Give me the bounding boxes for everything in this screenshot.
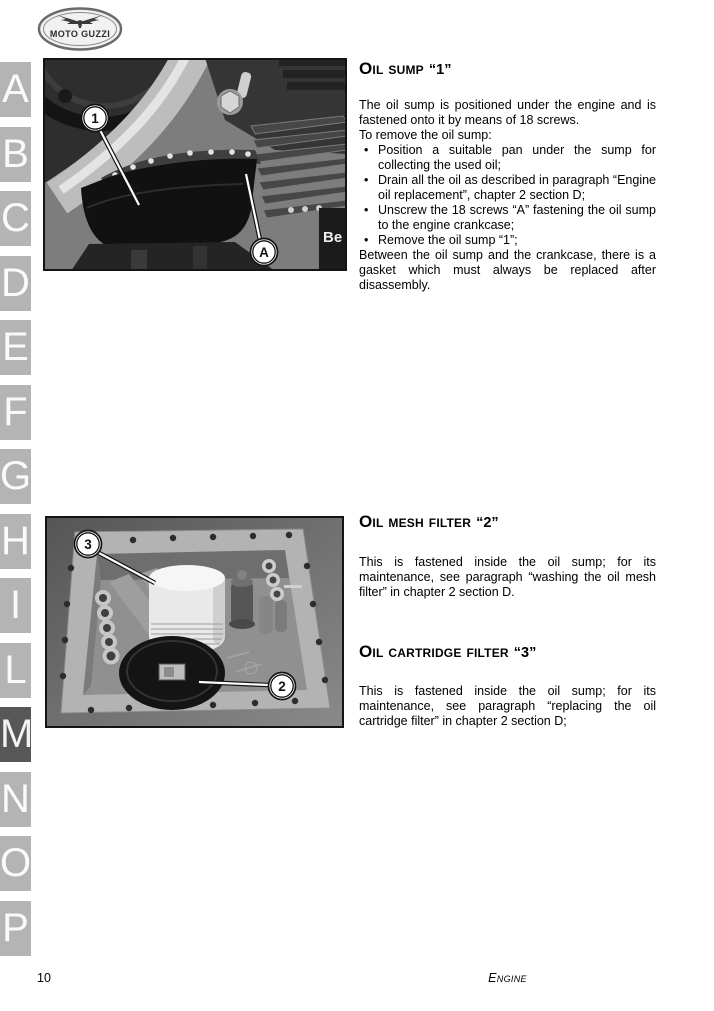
sidebar-tab-e: E [0,320,31,375]
sidebar [0,62,34,956]
fig2-mesh-filter [119,636,225,710]
oil-sump-step: • Unscrew the 18 screws “A” fastening the oil sump to the engine crankcase; [359,203,656,233]
oil-cartridge-filter-text: This is fastened inside the oil sump; for its maintenance, see paragraph “replacing the oil cartridge filter” in chapter 2 section D; [359,684,656,728]
figure-oil-sump-interior-photo [45,516,344,728]
sidebar-tab-f: F [0,385,31,440]
oil-cartridge-filter-title-text: Oil cartridge filter [359,642,509,661]
oil-sump-step: • Drain all the oil as described in paragraph “Engine oil replacement”, chapter 2 section D; [359,173,656,203]
fig1-callout-A-label: A [259,245,269,260]
fig2-callout-3-label: 3 [84,537,92,552]
oil-cartridge-filter-title [359,643,656,662]
oil-sump-title-ref: “1” [428,62,452,78]
sidebar-tab-i: I [0,578,31,633]
sidebar-tab-p: P [0,901,31,956]
logo-brand-text: MOTO GUZZI [49,29,111,39]
oil-sump-lead-in: To remove the oil sump: [359,128,492,142]
oil-mesh-filter-title-text: Oil mesh filter [359,512,472,531]
oil-mesh-filter-title-ref: “2” [476,515,499,531]
oil-cartridge-filter-body [359,684,656,729]
fig1-background-sign-text: Be [323,229,343,246]
footer-section-name: Engine [488,971,527,985]
oil-sump-intro: The oil sump is positioned under the engine and is fastened onto it by means of 18 screws. [359,98,656,127]
oil-cartridge-filter-title-ref: “3” [513,645,537,661]
sidebar-tab-h: H [0,514,31,569]
oil-sump-body [359,98,656,293]
sidebar-tab-l: L [0,643,31,698]
oil-sump-step: • Remove the oil sump “1”; [359,233,656,248]
sidebar-tab-m-active: M [0,707,31,762]
fig1-callout-1-label: 1 [91,111,99,126]
oil-sump-step: • Position a suitable pan under the sump for collecting the used oil; [359,143,656,173]
moto-guzzi-logo [37,5,123,51]
oil-mesh-filter-text: This is fastened inside the oil sump; for its maintenance, see paragraph “washing the oil mesh filter” in chapter 2 section D. [359,555,656,599]
page-number: 10 [37,971,51,985]
figure-oil-sump-photo [43,58,347,271]
oil-sump-steps-list [359,143,656,248]
oil-mesh-filter-title [359,513,656,532]
section-oil-mesh-filter [359,513,656,600]
sidebar-tab-c: C [0,191,31,246]
sidebar-tab-o: O [0,836,31,891]
oil-mesh-filter-body [359,555,656,600]
section-oil-sump [359,60,656,293]
sidebar-tab-g: G [0,449,31,504]
oil-sump-closing: Between the oil sump and the crankcase, there is a gasket which must always be replaced after disassembly. [359,248,656,292]
sidebar-tab-b: B [0,127,31,182]
oil-sump-title [359,60,656,79]
sidebar-tab-n: N [0,772,31,827]
section-oil-cartridge-filter [359,643,656,729]
sidebar-tab-d: D [0,256,31,311]
sidebar-tab-a: A [0,62,31,117]
oil-sump-title-text: Oil sump [359,59,424,78]
fig2-callout-2-label: 2 [278,679,286,694]
